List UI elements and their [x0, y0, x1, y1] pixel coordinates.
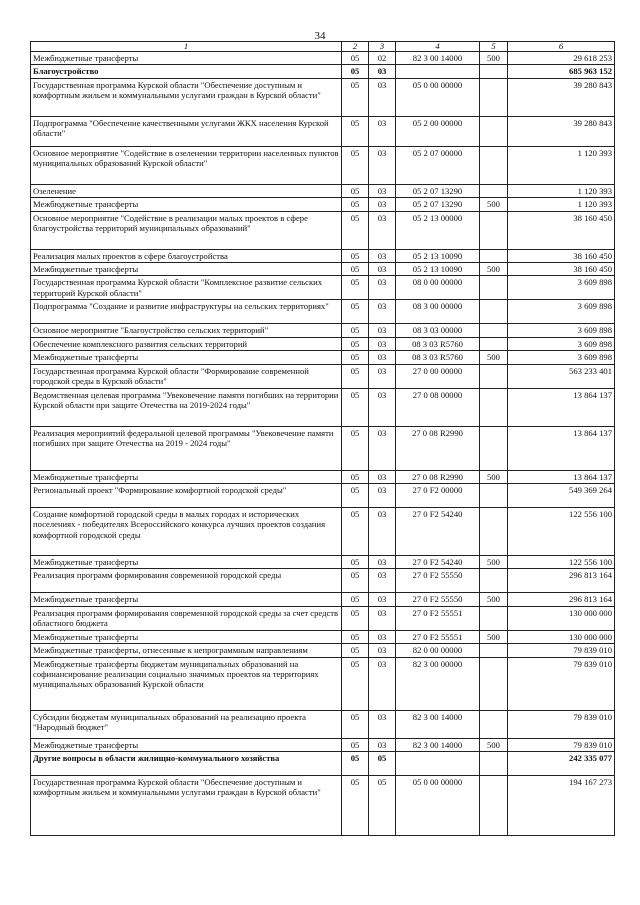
table-row [31, 65, 615, 78]
section-code: 05 [342, 52, 369, 65]
target-article-code: 27 0 F2 55550 [396, 593, 480, 606]
expense-type-code [480, 775, 508, 835]
table-row [31, 775, 615, 835]
row-name: Межбюджетные трансферты [31, 593, 342, 606]
target-article-code: 27 0 F2 55550 [396, 569, 480, 593]
table-row [31, 211, 615, 249]
section-code: 05 [342, 184, 369, 197]
amount: 130 000 000 [508, 630, 615, 643]
section-code: 05 [342, 593, 369, 606]
expense-type-code [480, 211, 508, 249]
amount: 122 556 100 [508, 508, 615, 556]
row-name: Основное мероприятие "Содействие в реализации малых проектов в сфере благоустройства территорий муниципальных образований" [31, 211, 342, 249]
expense-type-code [480, 751, 508, 775]
row-name: Ведомственная целевая программа "Увековечение памяти погибших на территории Курской области при защите Отечества на 2019-2024 годы" [31, 388, 342, 426]
expense-type-code [480, 426, 508, 470]
row-name: Межбюджетные трансферты [31, 630, 342, 643]
table-row [31, 470, 615, 483]
table-row [31, 337, 615, 350]
column-header: 5 [480, 42, 508, 52]
section-code: 05 [342, 775, 369, 835]
subsection-code: 03 [369, 556, 396, 569]
subsection-code: 03 [369, 116, 396, 146]
table-row [31, 146, 615, 184]
amount: 13 864 137 [508, 388, 615, 426]
section-code: 05 [342, 508, 369, 556]
expense-type-code: 500 [480, 556, 508, 569]
section-code: 05 [342, 470, 369, 483]
subsection-code: 03 [369, 426, 396, 470]
expense-type-code [480, 569, 508, 593]
row-name: Создание комфортной городской среды в малых городах и исторических поселениях - победителях Всероссийского конкурса лучших проектов создания комфортной городской среды [31, 508, 342, 556]
subsection-code: 03 [369, 644, 396, 657]
expense-type-code [480, 657, 508, 710]
target-article-code: 05 2 13 00000 [396, 211, 480, 249]
expense-type-code: 500 [480, 593, 508, 606]
target-article-code: 05 2 07 13290 [396, 184, 480, 197]
amount: 3 609 898 [508, 276, 615, 300]
amount: 296 813 164 [508, 593, 615, 606]
section-code: 05 [342, 211, 369, 249]
amount: 194 167 273 [508, 775, 615, 835]
expense-type-code [480, 324, 508, 337]
section-code: 05 [342, 324, 369, 337]
expense-type-code [480, 484, 508, 508]
subsection-code: 03 [369, 569, 396, 593]
target-article-code: 05 0 00 00000 [396, 775, 480, 835]
section-code: 05 [342, 249, 369, 262]
table-row [31, 364, 615, 388]
subsection-code: 03 [369, 276, 396, 300]
row-name: Озеленение [31, 184, 342, 197]
column-header: 4 [396, 42, 480, 52]
target-article-code: 27 0 08 R2990 [396, 426, 480, 470]
expense-type-code [480, 710, 508, 738]
table-row [31, 276, 615, 300]
row-name: Межбюджетные трансферты [31, 351, 342, 364]
amount: 3 609 898 [508, 300, 615, 324]
target-article-code: 05 2 13 10090 [396, 249, 480, 262]
table-row [31, 508, 615, 556]
section-code: 05 [342, 710, 369, 738]
amount: 39 280 843 [508, 78, 615, 116]
column-header: 6 [508, 42, 615, 52]
subsection-code: 03 [369, 364, 396, 388]
row-name: Реализация малых проектов в сфере благоустройства [31, 249, 342, 262]
amount: 3 609 898 [508, 324, 615, 337]
amount: 563 233 401 [508, 364, 615, 388]
expense-type-code: 500 [480, 52, 508, 65]
column-header: 2 [342, 42, 369, 52]
amount: 296 813 164 [508, 569, 615, 593]
row-name: Межбюджетные трансферты [31, 738, 342, 751]
table-row [31, 569, 615, 593]
subsection-code: 05 [369, 775, 396, 835]
amount: 130 000 000 [508, 606, 615, 630]
row-name: Межбюджетные трансферты, отнесенные к непрограммным направлениям [31, 644, 342, 657]
amount: 79 839 010 [508, 644, 615, 657]
row-name: Подпрограмма "Обеспечение качественными услугами ЖКХ населения Курской области" [31, 116, 342, 146]
subsection-code: 03 [369, 351, 396, 364]
section-code: 05 [342, 426, 369, 470]
table-row [31, 198, 615, 211]
target-article-code: 82 0 00 00000 [396, 644, 480, 657]
expense-type-code: 500 [480, 470, 508, 483]
amount: 122 556 100 [508, 556, 615, 569]
target-article-code: 08 3 03 R5760 [396, 351, 480, 364]
expense-type-code: 500 [480, 738, 508, 751]
section-code: 05 [342, 556, 369, 569]
section-code: 05 [342, 388, 369, 426]
row-name: Основное мероприятие "Благоустройство сельских территорий" [31, 324, 342, 337]
amount: 38 160 450 [508, 249, 615, 262]
subsection-code: 03 [369, 211, 396, 249]
target-article-code: 05 0 00 00000 [396, 78, 480, 116]
section-code: 05 [342, 263, 369, 276]
subsection-code: 03 [369, 300, 396, 324]
target-article-code: 82 3 00 00000 [396, 657, 480, 710]
amount: 79 839 010 [508, 710, 615, 738]
row-name: Государственная программа Курской области "Комплексное развитие сельских территорий Курской области" [31, 276, 342, 300]
section-code: 05 [342, 657, 369, 710]
expense-type-code [480, 276, 508, 300]
table-row [31, 184, 615, 197]
expense-type-code [480, 184, 508, 197]
table-row [31, 351, 615, 364]
row-name: Субсидии бюджетам муниципальных образований на реализацию проекта "Народный бюджет" [31, 710, 342, 738]
target-article-code: 27 0 00 00000 [396, 364, 480, 388]
subsection-code: 03 [369, 78, 396, 116]
column-header: 3 [369, 42, 396, 52]
expense-type-code [480, 78, 508, 116]
subsection-code: 03 [369, 606, 396, 630]
section-code: 05 [342, 738, 369, 751]
expense-type-code [480, 300, 508, 324]
subsection-code: 05 [369, 751, 396, 775]
subsection-code: 03 [369, 146, 396, 184]
table-row [31, 710, 615, 738]
target-article-code [396, 751, 480, 775]
row-name: Подпрограмма "Создание и развитие инфраструктуры на сельских территориях" [31, 300, 342, 324]
subsection-code: 03 [369, 324, 396, 337]
expense-type-code: 500 [480, 351, 508, 364]
amount: 38 160 450 [508, 263, 615, 276]
amount: 1 120 393 [508, 146, 615, 184]
expense-type-code: 500 [480, 198, 508, 211]
section-code: 05 [342, 337, 369, 350]
section-code: 05 [342, 78, 369, 116]
expense-type-code [480, 606, 508, 630]
column-header: 1 [31, 42, 342, 52]
subsection-code: 03 [369, 388, 396, 426]
subsection-code: 03 [369, 249, 396, 262]
table-row [31, 52, 615, 65]
section-code: 05 [342, 484, 369, 508]
target-article-code: 82 3 00 14000 [396, 710, 480, 738]
amount: 39 280 843 [508, 116, 615, 146]
expense-type-code [480, 116, 508, 146]
target-article-code: 27 0 08 R2990 [396, 470, 480, 483]
table-row [31, 426, 615, 470]
row-name: Межбюджетные трансферты [31, 470, 342, 483]
expense-type-code [480, 337, 508, 350]
target-article-code: 27 0 F2 55551 [396, 606, 480, 630]
target-article-code: 27 0 08 00000 [396, 388, 480, 426]
table-row [31, 388, 615, 426]
row-name: Межбюджетные трансферты бюджетам муниципальных образований на софинансирование реализации социально значимых проектов на территориях муниципальных образований Курской области [31, 657, 342, 710]
section-code: 05 [342, 569, 369, 593]
amount: 79 839 010 [508, 657, 615, 710]
subsection-code: 03 [369, 630, 396, 643]
expense-type-code: 500 [480, 630, 508, 643]
subsection-code: 02 [369, 52, 396, 65]
subsection-code: 03 [369, 657, 396, 710]
amount: 685 963 152 [508, 65, 615, 78]
subsection-code: 03 [369, 508, 396, 556]
section-code: 05 [342, 198, 369, 211]
row-name: Межбюджетные трансферты [31, 263, 342, 276]
expense-type-code [480, 644, 508, 657]
subsection-code: 03 [369, 470, 396, 483]
row-name: Межбюджетные трансферты [31, 556, 342, 569]
section-code: 05 [342, 644, 369, 657]
expense-type-code [480, 65, 508, 78]
subsection-code: 03 [369, 198, 396, 211]
row-name: Реализация мероприятий федеральной целевой программы "Увековечение памяти погибших при защите Отечества на 2019 - 2024 годы" [31, 426, 342, 470]
section-code: 05 [342, 630, 369, 643]
subsection-code: 03 [369, 263, 396, 276]
row-name: Государственная программа Курской области "Формирование современной городской среды в Курской области" [31, 364, 342, 388]
section-code: 05 [342, 276, 369, 300]
table-row [31, 249, 615, 262]
expense-type-code: 500 [480, 263, 508, 276]
table-row [31, 738, 615, 751]
table-row [31, 630, 615, 643]
amount: 79 839 010 [508, 738, 615, 751]
table-row [31, 593, 615, 606]
row-name: Другие вопросы в области жилищно-коммунального хозяйства [31, 751, 342, 775]
table-row [31, 657, 615, 710]
amount: 3 609 898 [508, 337, 615, 350]
row-name: Межбюджетные трансферты [31, 198, 342, 211]
expense-type-code [480, 508, 508, 556]
section-code: 05 [342, 606, 369, 630]
amount: 3 609 898 [508, 351, 615, 364]
amount: 242 335 077 [508, 751, 615, 775]
target-article-code: 08 0 00 00000 [396, 276, 480, 300]
expense-type-code [480, 388, 508, 426]
page-number: 34 [314, 30, 326, 42]
subsection-code: 03 [369, 593, 396, 606]
row-name: Благоустройство [31, 65, 342, 78]
table-row [31, 606, 615, 630]
section-code: 05 [342, 65, 369, 78]
subsection-code: 03 [369, 337, 396, 350]
expense-type-code [480, 146, 508, 184]
table-row [31, 556, 615, 569]
subsection-code: 03 [369, 710, 396, 738]
subsection-code: 03 [369, 738, 396, 751]
subsection-code: 03 [369, 184, 396, 197]
table-row [31, 484, 615, 508]
target-article-code: 08 3 03 R5760 [396, 337, 480, 350]
amount: 1 120 393 [508, 184, 615, 197]
target-article-code: 08 3 00 00000 [396, 300, 480, 324]
target-article-code: 05 2 00 00000 [396, 116, 480, 146]
table-row [31, 263, 615, 276]
table-row [31, 116, 615, 146]
target-article-code: 27 0 F2 54240 [396, 556, 480, 569]
subsection-code: 03 [369, 484, 396, 508]
expense-type-code [480, 364, 508, 388]
row-name: Основное мероприятие "Содействие в озеленении территории населенных пунктов муниципальных образований Курской области" [31, 146, 342, 184]
section-code: 05 [342, 116, 369, 146]
row-name: Государственная программа Курской области "Обеспечение доступным и комфортным жильем и коммунальными услугами граждан в Курской области" [31, 78, 342, 116]
table-row [31, 751, 615, 775]
section-code: 05 [342, 364, 369, 388]
section-code: 05 [342, 351, 369, 364]
target-article-code: 05 2 07 13290 [396, 198, 480, 211]
table-row [31, 324, 615, 337]
amount: 38 160 450 [508, 211, 615, 249]
expense-type-code [480, 249, 508, 262]
subsection-code: 03 [369, 65, 396, 78]
row-name: Реализация программ формирования современной городской среды за счет средств областного бюджета [31, 606, 342, 630]
target-article-code: 82 3 00 14000 [396, 738, 480, 751]
target-article-code: 05 2 13 10090 [396, 263, 480, 276]
target-article-code: 05 2 07 00000 [396, 146, 480, 184]
budget-table [30, 41, 615, 836]
amount: 13 864 137 [508, 426, 615, 470]
section-code: 05 [342, 751, 369, 775]
row-name: Реализация программ формирования современной городской среды [31, 569, 342, 593]
amount: 1 120 393 [508, 198, 615, 211]
target-article-code: 82 3 00 14000 [396, 52, 480, 65]
table-row [31, 78, 615, 116]
table-row [31, 644, 615, 657]
target-article-code: 08 3 03 00000 [396, 324, 480, 337]
column-number-row [31, 42, 615, 52]
target-article-code: 27 0 F2 54240 [396, 508, 480, 556]
row-name: Межбюджетные трансферты [31, 52, 342, 65]
target-article-code [396, 65, 480, 78]
amount: 13 864 137 [508, 470, 615, 483]
section-code: 05 [342, 300, 369, 324]
row-name: Государственная программа Курской области "Обеспечение доступным и комфортным жильем и коммунальными услугами граждан в Курской области" [31, 775, 342, 835]
table-row [31, 300, 615, 324]
target-article-code: 27 0 F2 00000 [396, 484, 480, 508]
target-article-code: 27 0 F2 55551 [396, 630, 480, 643]
amount: 29 618 253 [508, 52, 615, 65]
section-code: 05 [342, 146, 369, 184]
row-name: Обеспечение комплексного развития сельских территорий [31, 337, 342, 350]
row-name: Региональный проект "Формирование комфортной городской среды" [31, 484, 342, 508]
amount: 549 369 264 [508, 484, 615, 508]
